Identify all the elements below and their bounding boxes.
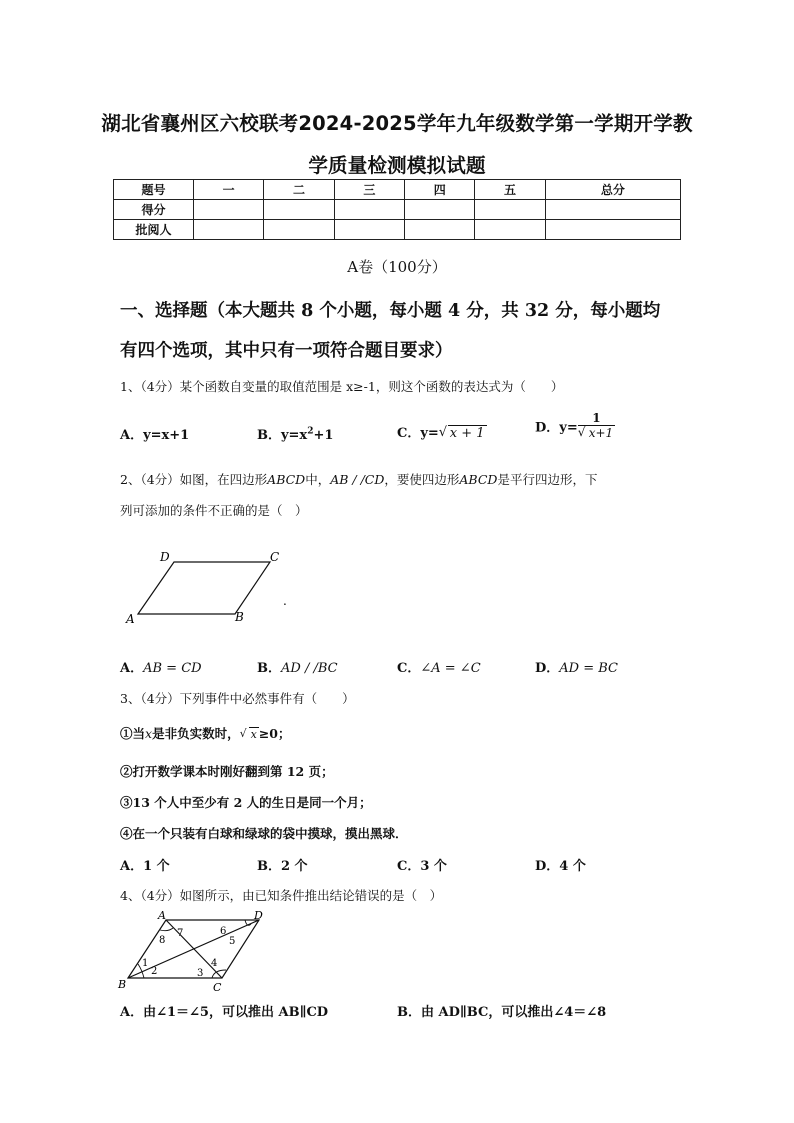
header-cell: 四 — [405, 180, 475, 200]
vertex-label-b: B — [235, 610, 244, 624]
q3-item-3: ③13 个人中至少有 2 人的生日是同一个月； — [120, 795, 372, 810]
header-cell: 总分 — [545, 180, 680, 200]
q3-item1-radicand: x — [250, 728, 257, 741]
q1-option-d — [535, 411, 615, 441]
score-cell — [545, 200, 680, 220]
sqrt-sign: √ — [438, 425, 448, 440]
header-cell: 五 — [475, 180, 545, 200]
q1-option-c — [397, 422, 487, 441]
angle-arc — [160, 928, 173, 931]
sqrt-sign: √ — [577, 425, 586, 439]
q3-item1-middle: 是非负实数时， — [152, 726, 240, 741]
reviewer-cell — [264, 220, 334, 240]
header-cell: 二 — [264, 180, 334, 200]
q3-item1-prefix: ①当 — [120, 726, 146, 741]
vertex-label-a: A — [126, 612, 135, 626]
vertex-label-a: A — [158, 909, 166, 922]
q1-option-a: A．y=x+1 — [120, 428, 190, 443]
q3-option-d: D．4 个 — [535, 859, 586, 874]
score-row-label: 得分 — [114, 200, 194, 220]
q1-option-b — [257, 424, 333, 443]
q3-option-a: A．1 个 — [120, 859, 170, 874]
q2-parallelogram-figure — [118, 545, 308, 630]
angle-label-5: 5 — [229, 936, 236, 947]
sqrt-expression — [439, 426, 487, 441]
q2-option-b-letter: B． — [257, 661, 281, 676]
score-cell — [264, 200, 334, 220]
q2-option-a-math: AB = CD — [143, 661, 202, 676]
q4-parallelogram-figure — [116, 908, 276, 993]
angle-label-3: 3 — [197, 968, 204, 979]
q3-item1-suffix: ≥0； — [258, 726, 291, 741]
angle-label-4: 4 — [211, 958, 218, 969]
angle-label-2: 2 — [151, 966, 158, 977]
part1-heading-line1: 一、选择题（本大题共 8 个小题，每小题 4 分，共 32 分，每小题均 — [120, 301, 661, 321]
figure-dot: . — [283, 594, 287, 608]
header-cell: 一 — [194, 180, 264, 200]
score-table-header-row — [114, 180, 681, 200]
q2-option-b-math: AD / /BC — [281, 661, 338, 676]
reviewer-row-label: 批阅人 — [114, 220, 194, 240]
q2-option-c — [397, 657, 481, 676]
reviewer-cell — [334, 220, 404, 240]
q1-option-d-radicand: x+1 — [588, 426, 614, 440]
angle-label-6: 6 — [220, 926, 227, 937]
q2-math-abcd: ABCD — [459, 472, 498, 487]
q2-option-c-letter: C． — [397, 661, 421, 676]
score-cell — [475, 200, 545, 220]
q2-stem-line1 — [120, 470, 597, 488]
vertex-label-d: D — [160, 550, 170, 564]
reviewer-cell — [194, 220, 264, 240]
q2-option-d — [535, 657, 618, 676]
score-row — [114, 200, 681, 220]
q1-option-c-radicand: x + 1 — [449, 426, 485, 441]
q2-stem-part: ，要使四边形 — [384, 472, 460, 487]
q1-option-d-prefix: D．y= — [535, 420, 578, 436]
q3-stem: 3、（4分）下列事件中必然事件有（ ） — [120, 691, 355, 706]
exam-title-line1: 湖北省襄州区六校联考2024-2025学年九年级数学第一学期开学教 — [101, 112, 693, 135]
part1-heading-line2: 有四个选项，其中只有一项符合题目要求） — [120, 341, 453, 361]
q3-option-c: C．3 个 — [397, 859, 447, 874]
parallelogram-outline — [138, 562, 270, 614]
score-cell — [405, 200, 475, 220]
sqrt-sign: √ — [239, 727, 247, 740]
q3-item-1 — [120, 724, 290, 742]
q1-stem: 1、（4分）某个函数自变量的取值范围是 x≥-1，则这个函数的表达式为（ ） — [120, 379, 564, 394]
reviewer-cell — [545, 220, 680, 240]
q3-item1-variable: x — [145, 726, 153, 741]
exam-title-line2: 学质量检测模拟试题 — [308, 154, 486, 177]
q2-option-b — [257, 657, 338, 676]
angle-label-8: 8 — [159, 935, 166, 946]
header-cell: 三 — [334, 180, 404, 200]
angle-label-1: 1 — [142, 958, 149, 969]
fraction-denominator — [578, 425, 615, 441]
sqrt-expression — [240, 728, 259, 741]
q1-option-b-base: B．y=x — [257, 428, 308, 443]
q2-option-d-math: AD = BC — [559, 661, 618, 676]
fraction — [578, 411, 615, 441]
q2-option-a-letter: A． — [120, 661, 144, 676]
section-a-heading: A卷（100分） — [347, 258, 447, 276]
score-cell — [334, 200, 404, 220]
score-table — [113, 179, 681, 240]
fraction-numerator: 1 — [592, 411, 601, 425]
q2-math-ab-parallel-cd: AB / /CD — [330, 472, 385, 487]
reviewer-cell — [475, 220, 545, 240]
diagonal-ac — [166, 920, 222, 978]
q2-math-abcd: ABCD — [267, 472, 306, 487]
vertex-label-d: D — [254, 909, 263, 922]
reviewer-cell — [405, 220, 475, 240]
q3-option-b: B．2 个 — [257, 859, 308, 874]
q4-stem: 4、（4分）如图所示，由已知条件推出结论错误的是（ ） — [120, 888, 443, 903]
q2-option-d-letter: D． — [535, 661, 560, 676]
q1-option-b-tail: +1 — [313, 428, 334, 443]
q3-item-4: ④在一个只装有白球和绿球的袋中摸球，摸出黑球． — [120, 826, 408, 841]
q2-stem-part: 是平行四边形，下 — [497, 472, 598, 487]
sqrt-expression — [578, 426, 615, 441]
q2-stem-line2: 列可添加的条件不正确的是（ ） — [120, 503, 308, 518]
vertex-label-c: C — [270, 550, 280, 564]
q2-stem-part: 中， — [305, 472, 331, 487]
reviewer-row — [114, 220, 681, 240]
q4-option-a: A．由∠1＝∠5，可以推出 AB∥CD — [120, 1005, 329, 1020]
angle-label-7: 7 — [177, 928, 184, 939]
q2-option-c-math: ∠A = ∠C — [420, 661, 481, 676]
q1-option-c-prefix: C．y= — [397, 426, 439, 441]
vertex-label-c: C — [213, 981, 222, 993]
q2-option-a — [120, 657, 202, 676]
header-cell: 题号 — [114, 180, 194, 200]
q4-option-b: B．由 AD∥BC，可以推出∠4＝∠8 — [397, 1005, 607, 1020]
vertex-label-b: B — [118, 978, 127, 991]
score-cell — [194, 200, 264, 220]
q3-item-2: ②打开数学课本时刚好翻到第 12 页； — [120, 764, 334, 779]
q2-stem-part: 2、（4分）如图，在四边形 — [120, 472, 268, 487]
q1-option-b-exponent: 2 — [307, 426, 314, 437]
